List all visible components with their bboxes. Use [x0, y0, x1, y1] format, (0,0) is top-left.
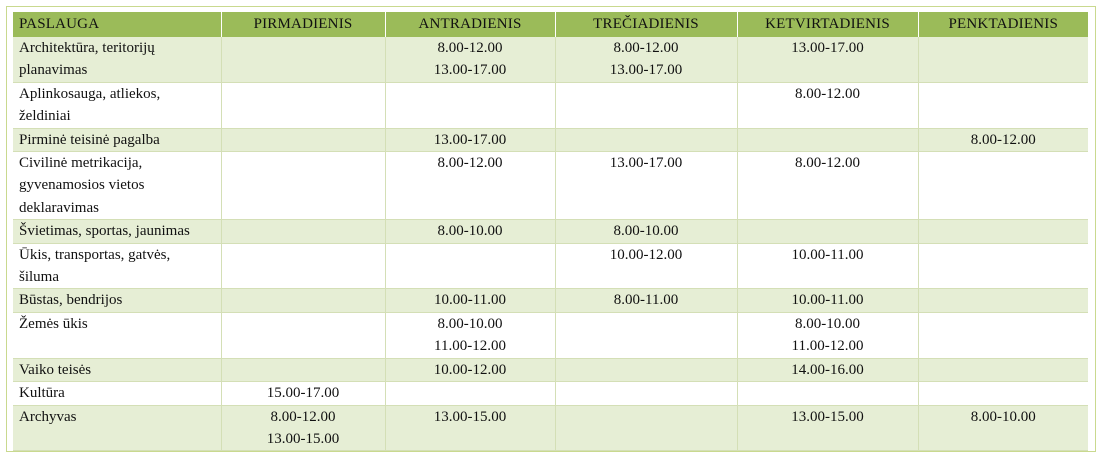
tuesday-cell	[385, 382, 555, 405]
table-row	[13, 382, 1088, 405]
table-row	[13, 358, 1088, 381]
tuesday-cell	[385, 289, 555, 312]
table-row	[13, 243, 1088, 289]
tuesday-cell	[385, 312, 555, 358]
monday-cell	[221, 312, 385, 358]
friday-cell	[918, 405, 1088, 451]
tuesday-cell	[385, 82, 555, 128]
wednesday-cell	[555, 382, 737, 405]
schedule-body	[13, 37, 1088, 451]
monday-cell	[221, 289, 385, 312]
time-slot: 13.00-17.00	[609, 155, 683, 172]
time-slot: 8.00-10.00	[970, 408, 1036, 425]
service-name-line: šiluma	[19, 269, 59, 286]
monday-cell	[221, 152, 385, 220]
table-row	[13, 405, 1088, 451]
thursday-cell	[737, 405, 918, 451]
service-name-line: Žemės ūkis	[19, 315, 88, 332]
friday-cell	[918, 220, 1088, 243]
friday-cell	[918, 289, 1088, 312]
service-cell	[13, 405, 221, 451]
table-row	[13, 82, 1088, 128]
time-slot: 13.00-15.00	[433, 408, 507, 425]
service-name-line: Architektūra, teritorijų	[19, 40, 155, 56]
service-name-line: želdiniai	[19, 108, 71, 125]
table-row	[13, 152, 1088, 220]
tuesday-cell	[385, 152, 555, 220]
time-slot: 13.00-17.00	[609, 62, 683, 79]
friday-cell	[918, 243, 1088, 289]
service-name-line: Civilinė metrikacija,	[19, 155, 143, 172]
wednesday-cell	[555, 243, 737, 289]
header-friday: PENKTADIENIS	[918, 12, 1088, 37]
time-slot: 8.00-12.00	[437, 155, 503, 172]
monday-cell	[221, 82, 385, 128]
wednesday-cell	[555, 405, 737, 451]
friday-cell	[918, 382, 1088, 405]
service-cell	[13, 152, 221, 220]
thursday-cell	[737, 220, 918, 243]
schedule-table	[13, 12, 1088, 451]
table-row	[13, 220, 1088, 243]
friday-cell	[918, 312, 1088, 358]
wednesday-cell	[555, 152, 737, 220]
thursday-cell	[737, 382, 918, 405]
header-wednesday: TREČIADIENIS	[555, 12, 737, 37]
time-slot: 11.00-12.00	[791, 338, 864, 355]
service-name-line: Aplinkosauga, atliekos,	[19, 85, 161, 102]
thursday-cell	[737, 37, 918, 82]
service-cell	[13, 37, 221, 82]
monday-cell	[221, 358, 385, 381]
time-slot: 8.00-11.00	[613, 292, 679, 309]
thursday-cell	[737, 152, 918, 220]
time-slot: 13.00-17.00	[433, 62, 507, 79]
time-slot: 13.00-15.00	[266, 430, 340, 447]
service-cell	[13, 220, 221, 243]
thursday-cell	[737, 82, 918, 128]
time-slot: 10.00-11.00	[791, 246, 864, 263]
time-slot: 8.00-12.00	[795, 155, 860, 172]
tuesday-cell	[385, 405, 555, 451]
wednesday-cell	[555, 289, 737, 312]
service-cell	[13, 128, 221, 151]
time-slot: 8.00-12.00	[613, 40, 679, 56]
table-row	[13, 312, 1088, 358]
time-slot: 10.00-11.00	[791, 292, 864, 309]
tuesday-cell	[385, 37, 555, 82]
service-cell	[13, 243, 221, 289]
service-cell	[13, 312, 221, 358]
friday-cell	[918, 358, 1088, 381]
monday-cell	[221, 37, 385, 82]
wednesday-cell	[555, 358, 737, 381]
time-slot: 8.00-10.00	[613, 223, 679, 240]
friday-cell	[918, 152, 1088, 220]
time-slot: 13.00-17.00	[433, 131, 507, 148]
time-slot: 13.00-15.00	[791, 408, 864, 425]
time-slot: 15.00-17.00	[266, 385, 340, 402]
monday-cell	[221, 243, 385, 289]
tuesday-cell	[385, 128, 555, 151]
header-tuesday: ANTRADIENIS	[385, 12, 555, 37]
header-service: PASLAUGA	[13, 12, 221, 37]
table-row	[13, 289, 1088, 312]
service-name-line: Vaiko teisės	[19, 361, 92, 378]
service-name-line: Ūkis, transportas, gatvės,	[19, 246, 171, 263]
time-slot: 8.00-10.00	[437, 315, 503, 332]
wednesday-cell	[555, 37, 737, 82]
time-slot: 10.00-12.00	[433, 361, 507, 378]
service-name-line: Archyvas	[19, 408, 77, 425]
wednesday-cell	[555, 312, 737, 358]
table-row	[13, 128, 1088, 151]
service-name-line: Švietimas, sportas, jaunimas	[19, 223, 190, 240]
monday-cell	[221, 220, 385, 243]
time-slot: 10.00-12.00	[609, 246, 683, 263]
time-slot: 11.00-12.00	[434, 338, 506, 355]
monday-cell	[221, 128, 385, 151]
thursday-cell	[737, 312, 918, 358]
friday-cell	[918, 128, 1088, 151]
service-cell	[13, 82, 221, 128]
time-slot: 10.00-11.00	[434, 292, 506, 309]
thursday-cell	[737, 243, 918, 289]
tuesday-cell	[385, 243, 555, 289]
time-slot: 13.00-17.00	[791, 40, 864, 56]
monday-cell	[221, 382, 385, 405]
service-name-line: Būstas, bendrijos	[19, 292, 123, 309]
table-row	[13, 37, 1088, 82]
header-monday: PIRMADIENIS	[221, 12, 385, 37]
service-name-line: Kultūra	[19, 385, 65, 402]
wednesday-cell	[555, 220, 737, 243]
thursday-cell	[737, 289, 918, 312]
service-cell	[13, 358, 221, 381]
time-slot: 8.00-12.00	[970, 131, 1036, 148]
service-name-line: planavimas	[19, 62, 88, 79]
time-slot: 14.00-16.00	[791, 361, 864, 378]
time-slot: 8.00-10.00	[437, 223, 503, 240]
time-slot: 8.00-12.00	[795, 85, 860, 102]
time-slot: 8.00-12.00	[270, 408, 336, 425]
service-name-line: Pirminė teisinė pagalba	[19, 131, 160, 148]
tuesday-cell	[385, 358, 555, 381]
tuesday-cell	[385, 220, 555, 243]
header-row	[13, 12, 1088, 37]
service-name-line: gyvenamosios vietos	[19, 177, 145, 194]
monday-cell	[221, 405, 385, 451]
service-name-line: deklaravimas	[19, 199, 99, 216]
wednesday-cell	[555, 82, 737, 128]
wednesday-cell	[555, 128, 737, 151]
friday-cell	[918, 37, 1088, 82]
time-slot: 8.00-10.00	[795, 315, 860, 332]
thursday-cell	[737, 358, 918, 381]
header-thursday: KETVIRTADIENIS	[737, 12, 918, 37]
thursday-cell	[737, 128, 918, 151]
friday-cell	[918, 82, 1088, 128]
service-cell	[13, 382, 221, 405]
service-cell	[13, 289, 221, 312]
time-slot: 8.00-12.00	[437, 40, 503, 56]
